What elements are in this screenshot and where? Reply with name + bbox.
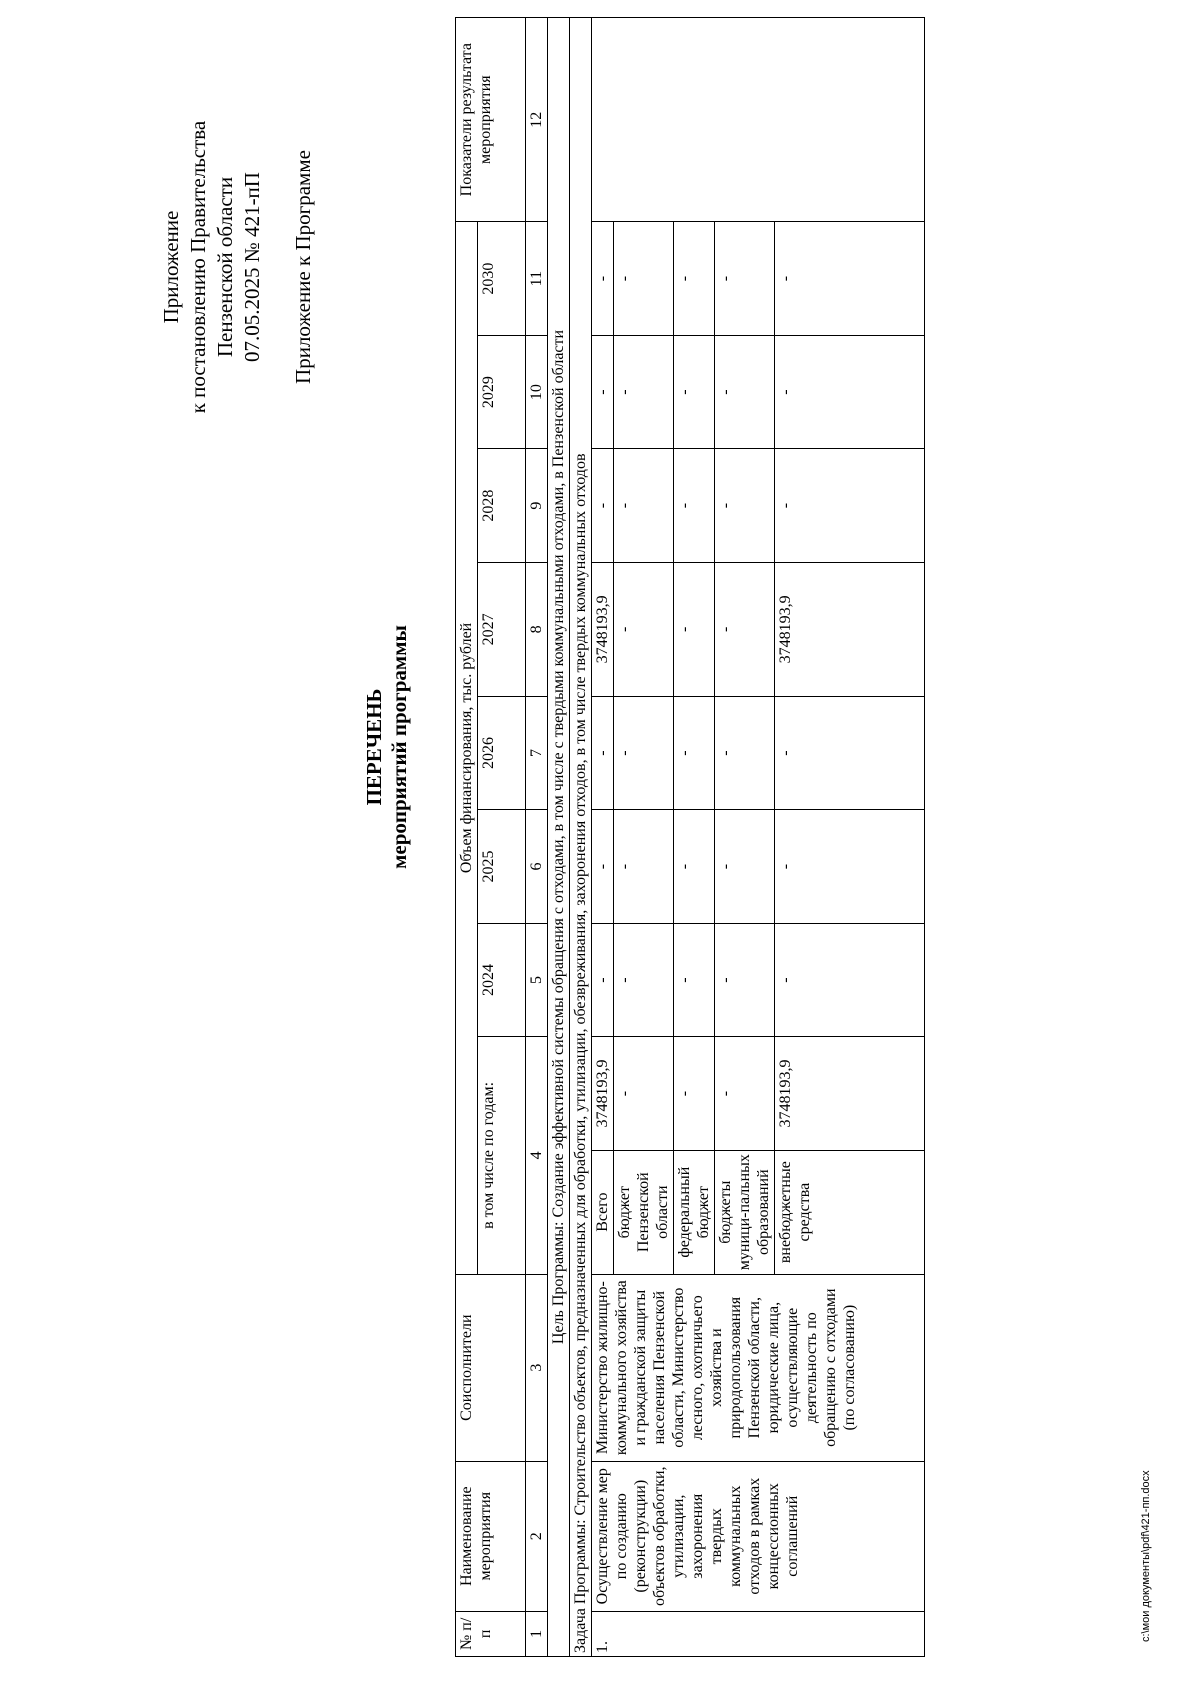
- item-indicators: [592, 18, 925, 222]
- funding-year: -: [715, 810, 775, 924]
- funding-total: -: [715, 1037, 775, 1151]
- program-goal: Цель Программы: Создание эффективной системы обращения с отходами, в том числе с твердыми коммунальными отходами, в Пензенской области: [548, 18, 570, 1657]
- col-number: 5: [526, 923, 548, 1037]
- funding-total: 3748193,9: [592, 1037, 614, 1151]
- header-indicators: Показатели результата мероприятия: [456, 18, 526, 222]
- funding-year: -: [715, 696, 775, 810]
- header-funding: Объем финансирования, тыс. рублей: [456, 222, 478, 1274]
- funding-year: -: [614, 562, 674, 696]
- funding-year: -: [775, 335, 925, 449]
- funding-year: -: [592, 335, 614, 449]
- col-number: 2: [526, 1461, 548, 1611]
- funding-year: -: [775, 696, 925, 810]
- item-coexecutors: Министерство жилищно-коммунального хозяйства и гражданской защиты населения Пензенской области, Министерство лесного, охотничьего хозяйства и природопользования Пензенской области, юридические лица, осуществляющие деятельность по обращению с отходами (по согласованию): [592, 1274, 925, 1461]
- header-year: 2026: [478, 696, 526, 810]
- funding-source: внебюджетные средства: [775, 1150, 925, 1274]
- header-year: 2030: [478, 222, 526, 336]
- funding-year: -: [592, 222, 614, 336]
- title-line-2: мероприятий программы: [387, 625, 411, 869]
- col-number: 4: [526, 1037, 548, 1274]
- funding-year: -: [592, 449, 614, 563]
- funding-year: -: [592, 810, 614, 924]
- funding-year: -: [674, 449, 715, 563]
- header-year: 2028: [478, 449, 526, 563]
- program-task: Задача Программы: Строительство объектов, предназначенных для обработки, утилизации, обезвреживания, захоронения отходов, в том числе твердых коммунальных отходов: [570, 18, 592, 1657]
- col-number: 6: [526, 810, 548, 924]
- funding-source: бюджет Пензенской области: [614, 1150, 674, 1274]
- header-year: 2025: [478, 810, 526, 924]
- funding-year: -: [592, 696, 614, 810]
- column-numbers-row: [526, 18, 548, 1657]
- funding-year: -: [775, 222, 925, 336]
- funding-year: -: [614, 449, 674, 563]
- funding-year: -: [715, 923, 775, 1037]
- funding-source: бюджеты муници-пальных образований: [715, 1150, 775, 1274]
- funding-total: 3748193,9: [775, 1037, 925, 1151]
- header-by-years: в том числе по годам:: [478, 1037, 526, 1274]
- col-number: 1: [526, 1611, 548, 1656]
- header-year: 2024: [478, 923, 526, 1037]
- funding-year: -: [775, 923, 925, 1037]
- funding-year: -: [614, 222, 674, 336]
- title-line-1: ПЕРЕЧЕНЬ: [362, 688, 386, 806]
- funding-year: -: [614, 923, 674, 1037]
- col-number: 10: [526, 335, 548, 449]
- funding-year: -: [674, 810, 715, 924]
- file-path-footer: c:\мои документы\pdf\421-пп.docx: [1140, 1470, 1152, 1642]
- item-name: Осуществление мер по созданию (реконструкции) объектов обработки, утилизации, захоронения твердых коммунальных отходов в рамках концессионных соглашений: [592, 1461, 925, 1611]
- funding-year: -: [715, 562, 775, 696]
- funding-year: -: [775, 449, 925, 563]
- document-title: [362, 497, 412, 997]
- col-number: 12: [526, 18, 548, 222]
- header-num: № п/п: [456, 1611, 526, 1656]
- header-line-5: Приложение к Программе: [291, 150, 315, 384]
- funding-year: -: [715, 335, 775, 449]
- funding-year: -: [592, 923, 614, 1037]
- funding-total: -: [614, 1037, 674, 1151]
- funding-year: -: [674, 923, 715, 1037]
- task-row: [570, 18, 592, 1657]
- header-line-1: Приложение: [159, 210, 183, 324]
- header-line-4: 07.05.2025 № 421-пП: [240, 172, 264, 362]
- table-header-row-1: [456, 18, 478, 1657]
- funding-year: -: [674, 696, 715, 810]
- funding-year: -: [674, 562, 715, 696]
- col-number: 7: [526, 696, 548, 810]
- funding-year: -: [775, 810, 925, 924]
- table-row: [592, 18, 614, 1657]
- goal-row: [548, 18, 570, 1657]
- funding-total: -: [674, 1037, 715, 1151]
- funding-year: -: [614, 696, 674, 810]
- funding-year: -: [614, 335, 674, 449]
- funding-year: -: [614, 810, 674, 924]
- header-coexecutors: Соисполнители: [456, 1274, 526, 1461]
- funding-source: Всего: [592, 1150, 614, 1274]
- header-year: 2029: [478, 335, 526, 449]
- funding-year: 3748193,9: [775, 562, 925, 696]
- funding-year: 3748193,9: [592, 562, 614, 696]
- funding-year: -: [674, 335, 715, 449]
- col-number: 3: [526, 1274, 548, 1461]
- header-year: 2027: [478, 562, 526, 696]
- funding-source: федеральный бюджет: [674, 1150, 715, 1274]
- col-number: 11: [526, 222, 548, 336]
- appendix-header: [158, 17, 317, 517]
- funding-year: -: [715, 222, 775, 336]
- measures-table: [455, 17, 925, 1657]
- funding-year: -: [715, 449, 775, 563]
- header-line-3: Пензенской области: [213, 176, 237, 358]
- header-name: Наименование мероприятия: [456, 1461, 526, 1611]
- col-number: 8: [526, 562, 548, 696]
- header-line-2: к постановлению Правительства: [186, 120, 210, 414]
- col-number: 9: [526, 449, 548, 563]
- item-number: 1.: [592, 1611, 925, 1656]
- funding-year: -: [674, 222, 715, 336]
